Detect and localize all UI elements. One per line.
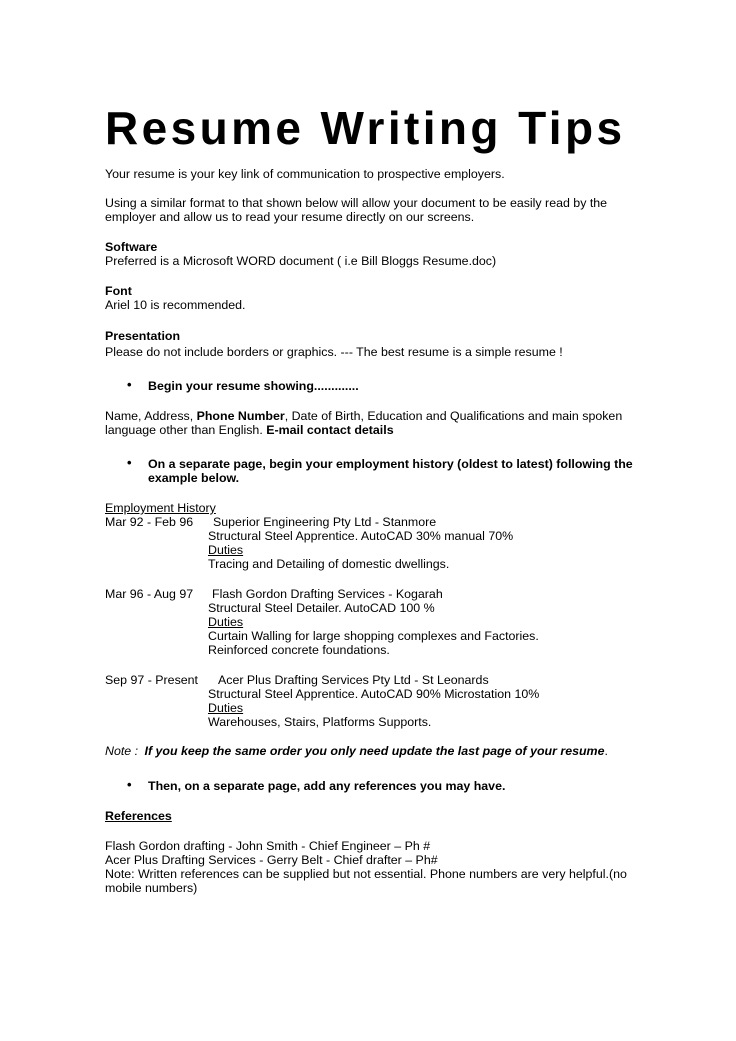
details-phone-number: Phone Number [196,409,285,423]
job-1-role: Structural Steel Apprentice. AutoCAD 30% manual 70% [208,529,514,543]
presentation-text: Please do not include borders or graphics. --- The best resume is a simple resume ! [105,345,563,359]
job-3-company: Acer Plus Drafting Services Pty Ltd - St Leonards [218,673,489,687]
references-heading: References [105,809,172,823]
note-end: . [604,744,608,758]
job-1-duties-label: Duties [208,543,244,557]
details-part-1: Name, Address, [105,409,197,423]
bullet-2-line-2: example below. [148,471,240,485]
note-label: Note : [105,744,139,758]
bullet-2-icon: • [127,455,132,470]
job-2-duties-1: Curtain Walling for large shopping complexes and Factories. [208,629,539,643]
job-3-role: Structural Steel Apprentice. AutoCAD 90% Microstation 10% [208,687,540,701]
job-2-duties-label: Duties [208,615,244,629]
job-2-dates: Mar 96 - Aug 97 [105,587,194,601]
software-heading: Software [105,240,158,254]
note-text: If you keep the same order you only need update the last page of your resume [144,744,605,758]
intro-line-1: Your resume is your key link of communication to prospective employers. [105,167,505,181]
references-note-line-2: mobile numbers) [105,881,198,895]
page-title: Resume Writing Tips [105,102,626,154]
font-text: Ariel 10 is recommended. [105,298,246,312]
job-2-role: Structural Steel Detailer. AutoCAD 100 % [208,601,435,615]
details-email: E-mail contact details [266,423,394,437]
job-1-duties-1: Tracing and Detailing of domestic dwellings. [208,557,450,571]
presentation-heading: Presentation [105,329,181,343]
employment-heading: Employment History [105,501,216,515]
reference-1: Flash Gordon drafting - John Smith - Chief Engineer – Ph # [105,839,431,853]
bullet-1-text: Begin your resume showing............. [148,379,359,393]
job-1-company: Superior Engineering Pty Ltd - Stanmore [213,515,437,529]
details-line-1 [105,409,622,423]
intro-line-2: Using a similar format to that shown below will allow your document to be easily read by the [105,196,608,210]
bullet-3-icon: • [127,777,132,792]
job-3-dates: Sep 97 - Present [105,673,198,687]
intro-line-3: employer and allow us to read your resume directly on our screens. [105,210,475,224]
job-1-dates: Mar 92 - Feb 96 [105,515,194,529]
bullet-2-line-1: On a separate page, begin your employment history (oldest to latest) following the [148,457,633,471]
note-line [105,744,608,758]
reference-2: Acer Plus Drafting Services - Gerry Belt - Chief drafter – Ph# [105,853,438,867]
bullet-3-text: Then, on a separate page, add any references you may have. [148,779,506,793]
details-line-2-part-1: language other than English. [105,423,267,437]
references-note-line-1: Note: Written references can be supplied but not essential. Phone numbers are very helpful.(no [105,867,627,881]
job-2-company: Flash Gordon Drafting Services - Kogarah [212,587,443,601]
job-2-duties-2: Reinforced concrete foundations. [208,643,390,657]
font-heading: Font [105,284,132,298]
bullet-1-icon: • [127,377,132,392]
job-3-duties-label: Duties [208,701,244,715]
details-line-2 [105,423,394,437]
software-text: Preferred is a Microsoft WORD document ( i.e Bill Bloggs Resume.doc) [105,254,497,268]
job-3-duties-1: Warehouses, Stairs, Platforms Supports. [208,715,432,729]
details-part-3: , Date of Birth, Education and Qualifications and main spoken [284,409,623,423]
